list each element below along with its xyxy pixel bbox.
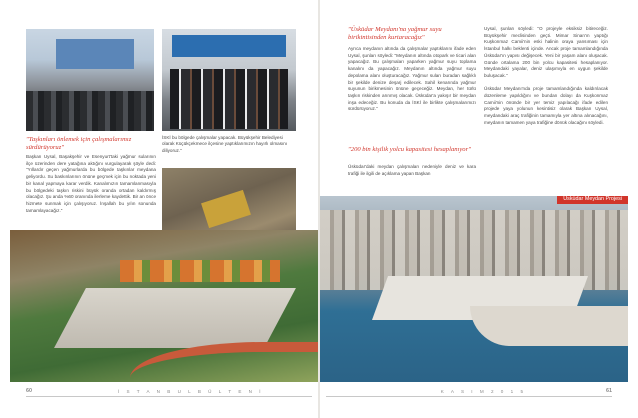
- left-running-head: İ S T A N B U L B Ü L T E N İ: [118, 388, 264, 394]
- left-footer-rule: [26, 396, 312, 397]
- shoreline-shape: [470, 306, 628, 346]
- right-running-head: K A S I M 2 0 1 5: [440, 388, 526, 394]
- running-track-shape: [130, 342, 318, 382]
- left-page-number: 60: [26, 388, 32, 394]
- stage-backdrop: [56, 39, 134, 69]
- officials-group-photo: [162, 29, 296, 131]
- tree-rows: [120, 260, 280, 282]
- ceremony-crowd-photo: [26, 29, 154, 131]
- officials-row: [170, 69, 288, 129]
- right-section-body: Ayrıca meydanın altında da çalışmalar yaptıklarını ifade eden Uysal, şunları söyledi: "Meydanın altında otopark ve ticari alan yapacağız. Bu çalışmaları yaparken yağmur suyu toplama kanalını da yapacağız. Meydanın altında yağmur suyu depolama alanı oluşturacağız. Yağmur suları buradan sağlıklı bir şekilde denize deşarj edilecek. Sahil kenarında yağmur suyunun birikmesinin önüne geçeceğiz. Meydan, her türlü taşkın riskinden arınmış olacak. Üsküdar'a yakışır bir meydan inşa edeceğiz. Bu konuda da İSKİ ile birlikte çalışmalarımızı sürdürüyoruz.": [348, 46, 476, 112]
- right-section-headline: "Üsküdar Meydanı'na yağmur suyu birikintisinden kurtaracağız": [348, 26, 442, 41]
- plaza-shape: [54, 288, 296, 348]
- photo-caption: İSKİ bu bölgede çalışmalar yapacak. Büyükşehir Belediyesi olarak Küçükçekmece ilçesine yaptıklarımızın hayırlı olmasını diliyoruz.": [162, 135, 288, 153]
- right-column-body: Uysal, şunları söyledi: "O projeyle eksiksiz bitireceğiz. Büyükşehir meclisinden geçti. Mimar Sinan'ın yaptığı Kuşkonmaz Camii'nin eski halinin oraya yansıması için İstanbul halkı beklenti içinde. Ancak proje tamamlandığında Üsküdar'ın yapısı değişecek. Yeni bir yaşam alanı oluşacak. Günde ortalama 200 bin yolcu kapasitesi hesaplanıyor. Meydandaki yayalar, deniz ulaşımıyla en uygun şekilde buluşacak." Üsküdar Meydanı'nda proje tamamlandığında kaldırılacak düzenleme yapıldığını ve bundan dolayı da Kuşkonmaz Camii'nin önünde bir yer temiz yapılacağı ifade edilen projede yaya yolunun kesintisiz olarak Başkan Uysal, meydandaki araç trafiğinin tamamıyla yer altına alınacağını, meydanın tamamen yaya trafiğine dönük olacağını söyledi.: [484, 26, 608, 125]
- right-footer: [326, 386, 612, 396]
- left-footer: [26, 386, 312, 396]
- project-label-badge: Üsküdar Meydan Projesi: [557, 196, 628, 204]
- event-banner: [172, 35, 286, 57]
- left-section-body: Başkan Uysal, Başakşehir ve Esenyurt'taki yağmur sularının ilçe üzerinden dere yatağına aktığını vurgulayarak şöyle dedi: "Yıllardır geçen yağmurlarda bu bölgede taşkınlar meydana geliyordu. Su baskınlarının önüne geçmek için bu noktada yeni bir kanal yapmaya karar verdik. Kanalımızın tamamlanmasıyla bu bölgedeki taşkın riskini büyük oranda ortadan kaldırmış olacağız. Şu anda %60 oranında ilerleme kaydettik. Bir an önce hizmete sunmak için çalışıyoruz. İnşallah bu yılın sonunda tamamlayacağız.": [26, 154, 156, 213]
- capacity-body: Üsküdar'daki meydan çalışmaları nedeniyle deniz ve kara trafiği ile ilgili de açıklama yapan Başkan: [348, 164, 476, 176]
- park-render-image: [10, 230, 318, 382]
- uskudar-square-render: [320, 196, 628, 382]
- right-footer-rule: [326, 396, 612, 397]
- right-page-number: 61: [606, 388, 612, 394]
- capacity-headline: "200 bin kişilik yolcu kapasitesi hesaplanıyor": [348, 146, 471, 153]
- excavator-shape: [201, 190, 251, 228]
- audience-figures: [26, 91, 154, 131]
- left-section-headline: "Taşkınları önlemek için çalışmalarımız sürdürüyoruz": [26, 136, 132, 151]
